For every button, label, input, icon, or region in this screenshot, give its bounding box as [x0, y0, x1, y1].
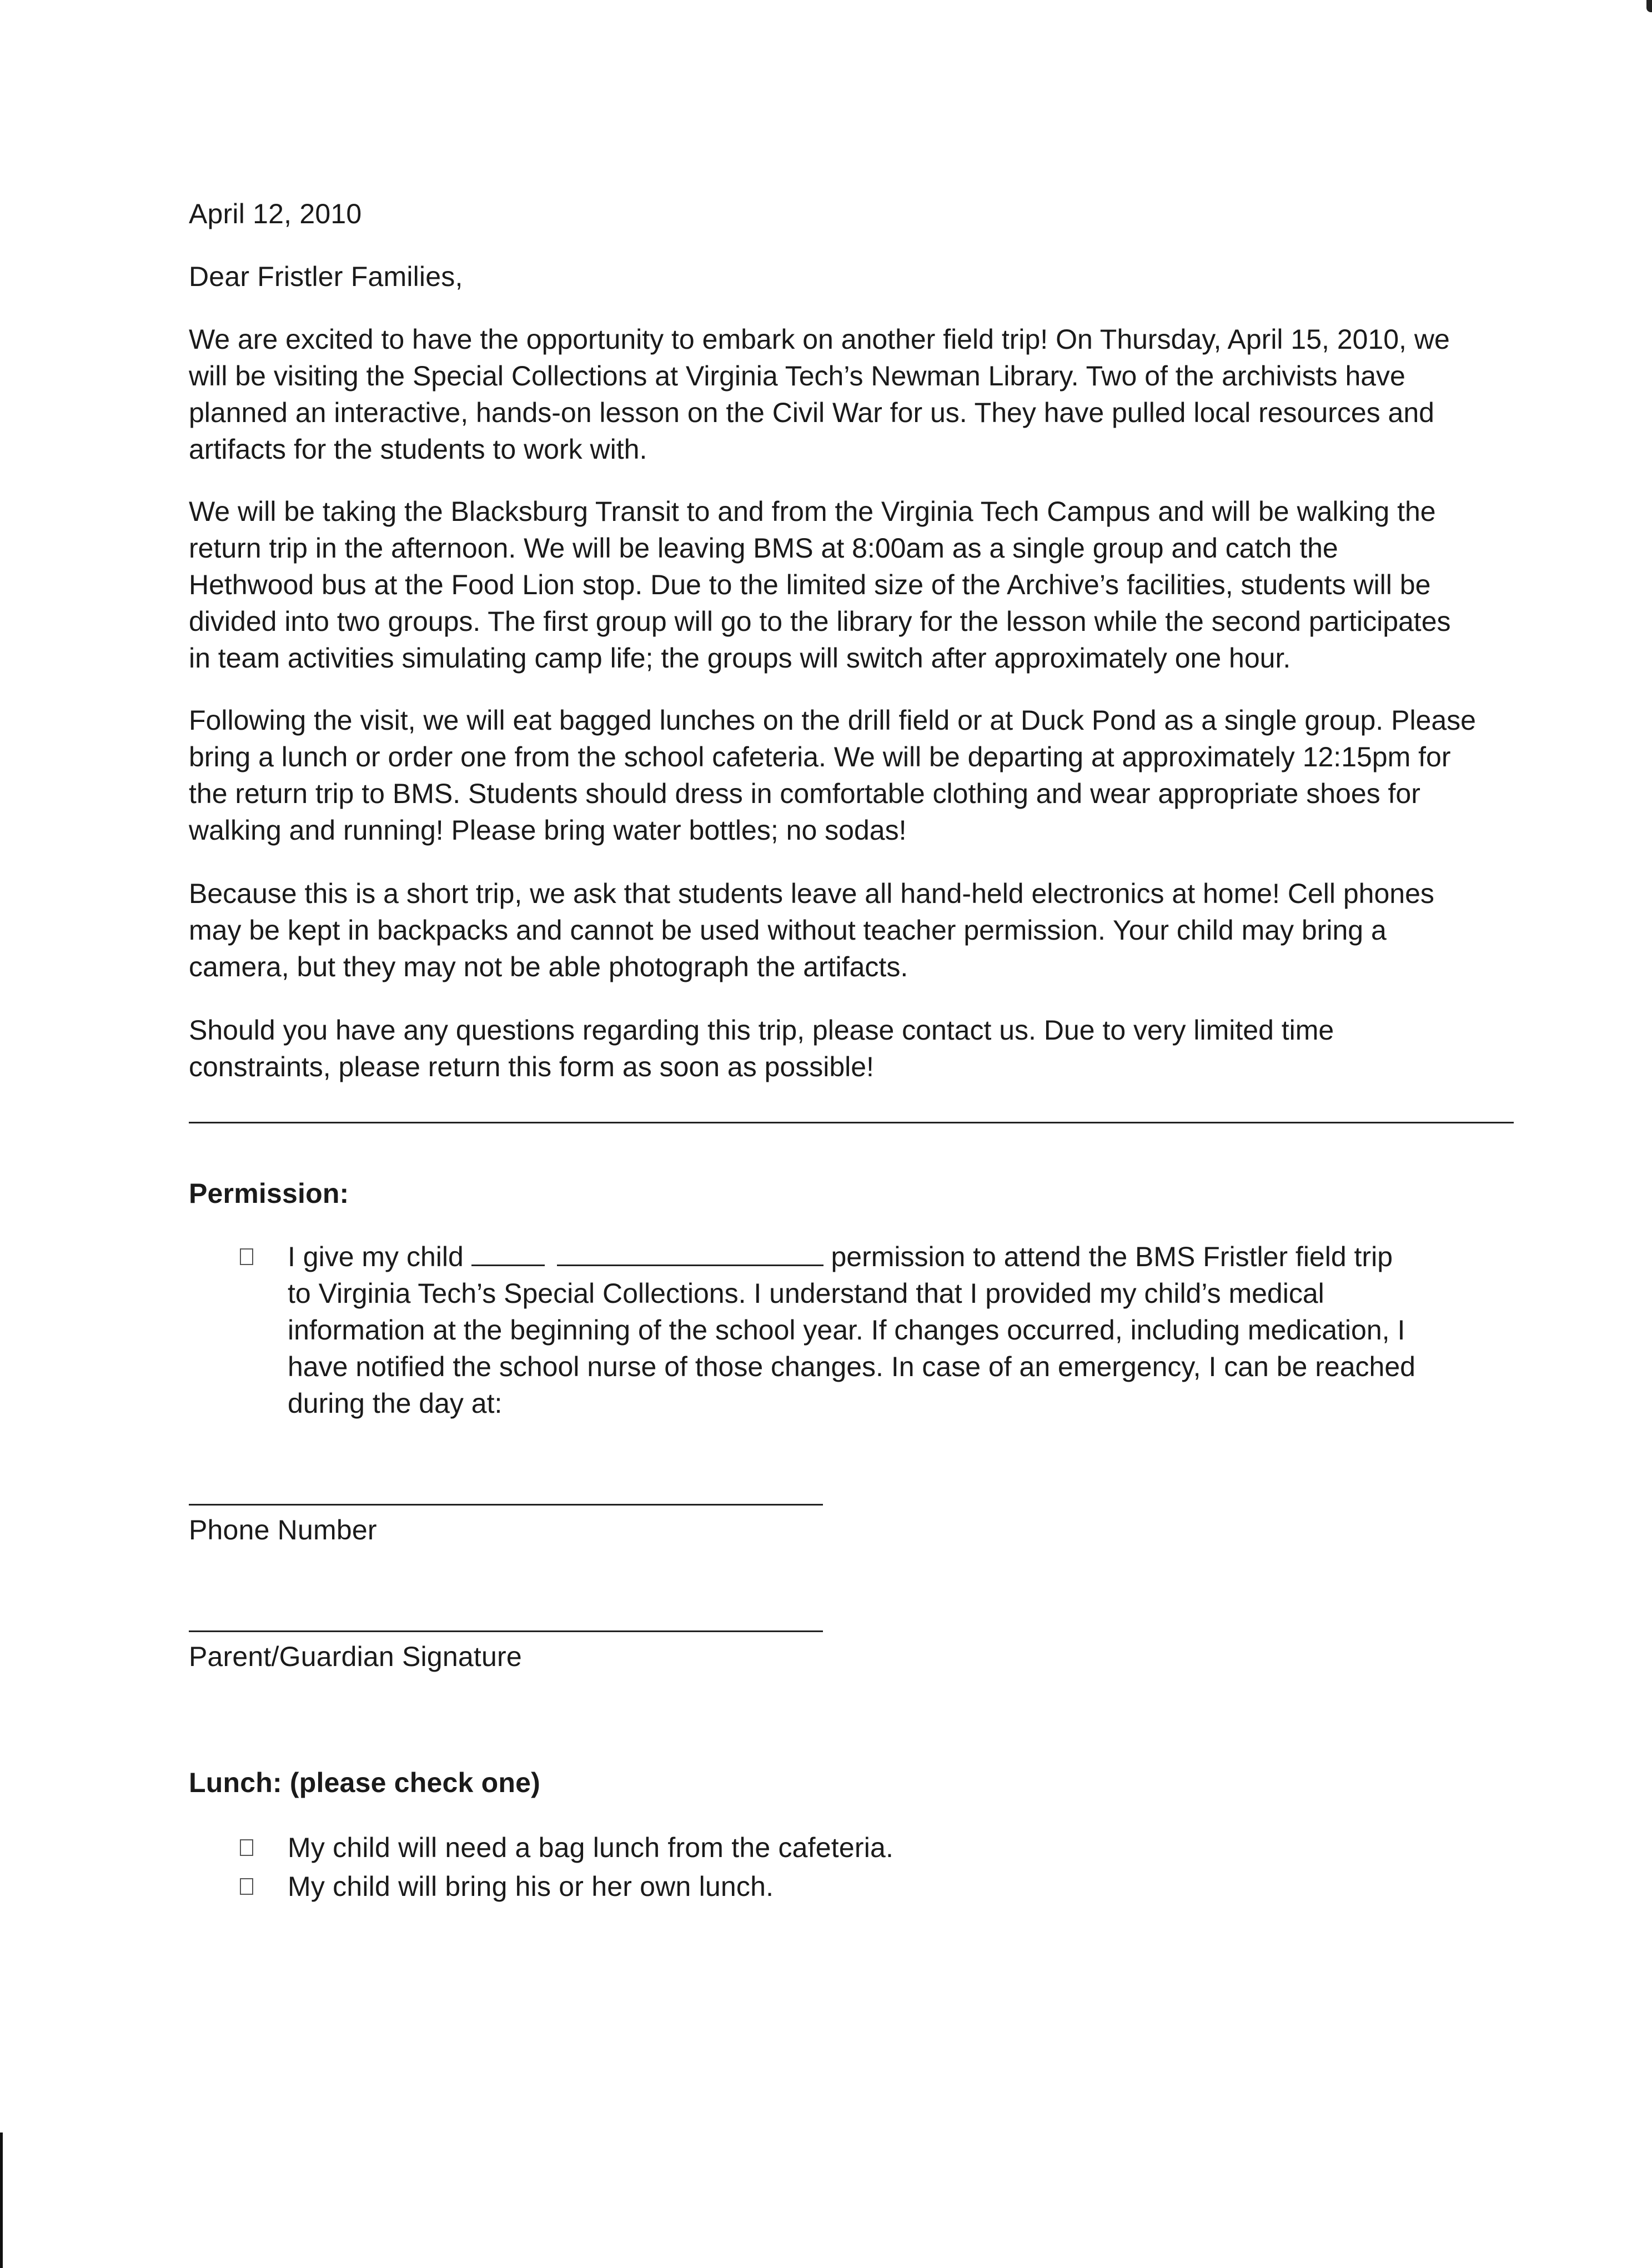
- paragraph-line: Because this is a short trip, we ask that students leave all hand-held electronics at home! Cell phones: [189, 878, 1434, 909]
- phone-number-line[interactable]: [189, 1504, 823, 1506]
- paragraph-line: return trip in the afternoon. We will be leaving BMS at 8:00am as a single group and catch the: [189, 533, 1338, 564]
- permission-line: during the day at:: [288, 1388, 503, 1419]
- scan-artifact-mark: [1646, 0, 1652, 12]
- lunch-option-own-label: My child will bring his or her own lunch.: [288, 1871, 774, 1902]
- paragraph-line: the return trip to BMS. Students should dress in comfortable clothing and wear appropriate shoes for: [189, 778, 1420, 809]
- paragraph-line: We are excited to have the opportunity to embark on another field trip! On Thursday, April 15, 2010, we: [189, 324, 1450, 355]
- signature-line[interactable]: [189, 1630, 823, 1632]
- permission-heading: Permission:: [189, 1178, 349, 1209]
- paragraph-intro: [189, 321, 1510, 468]
- paragraph-line: divided into two groups. The first group will go to the library for the lesson while the second participates: [189, 606, 1451, 637]
- child-last-name-blank[interactable]: [557, 1240, 824, 1266]
- paragraph-line: in team activities simulating camp life; the groups will switch after approximately one hour.: [189, 643, 1291, 674]
- permission-lead-text: I give my child: [288, 1241, 464, 1272]
- paragraph-lunch: [189, 702, 1510, 849]
- lunch-heading: Lunch: (please check one): [189, 1767, 540, 1798]
- permission-line: to Virginia Tech’s Special Collections. I understand that I provided my child’s medical: [288, 1278, 1324, 1309]
- paragraph-line: bring a lunch or order one from the school cafeteria. We will be departing at approximately 12:15pm for: [189, 741, 1451, 772]
- letter-date: April 12, 2010: [189, 198, 362, 229]
- paragraph-line: We will be taking the Blacksburg Transit to and from the Virginia Tech Campus and will be walking the: [189, 496, 1436, 527]
- paragraph-line: constraints, please return this form as soon as possible!: [189, 1051, 874, 1082]
- paragraph-line: may be kept in backpacks and cannot be used without teacher permission. Your child may bring a: [189, 915, 1387, 946]
- paragraph-line: walking and running! Please bring water bottles; no sodas!: [189, 815, 907, 846]
- paragraph-line: will be visiting the Special Collections at Virginia Tech’s Newman Library. Two of the archivists have: [189, 360, 1405, 392]
- paragraph-line: Should you have any questions regarding this trip, please contact us. Due to very limited time: [189, 1015, 1334, 1046]
- paragraph-line: Following the visit, we will eat bagged lunches on the drill field or at Duck Pond as a single group. Please: [189, 705, 1476, 736]
- paragraph-line: Hethwood bus at the Food Lion stop. Due to the limited size of the Archive’s facilities, students will be: [189, 569, 1431, 600]
- lunch-option-cafeteria-label: My child will need a bag lunch from the cafeteria.: [288, 1832, 894, 1863]
- letter-salutation: Dear Fristler Families,: [189, 261, 463, 292]
- permission-line: information at the beginning of the school year. If changes occurred, including medication, I: [288, 1314, 1405, 1346]
- lunch-option-cafeteria-checkbox[interactable]: [240, 1839, 253, 1856]
- permission-after-blanks-text: permission to attend the BMS Fristler field trip: [831, 1241, 1393, 1272]
- paragraph-contact: [189, 1012, 1510, 1085]
- permission-statement: [288, 1238, 1498, 1422]
- paragraph-line: planned an interactive, hands-on lesson on the Civil War for us. They have pulled local resources and: [189, 397, 1434, 428]
- lunch-option-own-checkbox[interactable]: [240, 1878, 253, 1895]
- scan-artifact-edge: [0, 2132, 3, 2268]
- child-first-name-blank[interactable]: [471, 1240, 545, 1266]
- permission-checkbox[interactable]: [240, 1248, 253, 1265]
- section-divider: [189, 1122, 1514, 1123]
- phone-number-label: Phone Number: [189, 1514, 377, 1546]
- permission-line: have notified the school nurse of those changes. In case of an emergency, I can be reached: [288, 1351, 1415, 1382]
- paragraph-transport: [189, 493, 1510, 676]
- paragraph-electronics: [189, 875, 1510, 985]
- signature-label: Parent/Guardian Signature: [189, 1641, 522, 1672]
- paragraph-line: artifacts for the students to work with.: [189, 434, 647, 465]
- permission-first-line: [288, 1238, 1498, 1275]
- paragraph-line: camera, but they may not be able photograph the artifacts.: [189, 951, 908, 982]
